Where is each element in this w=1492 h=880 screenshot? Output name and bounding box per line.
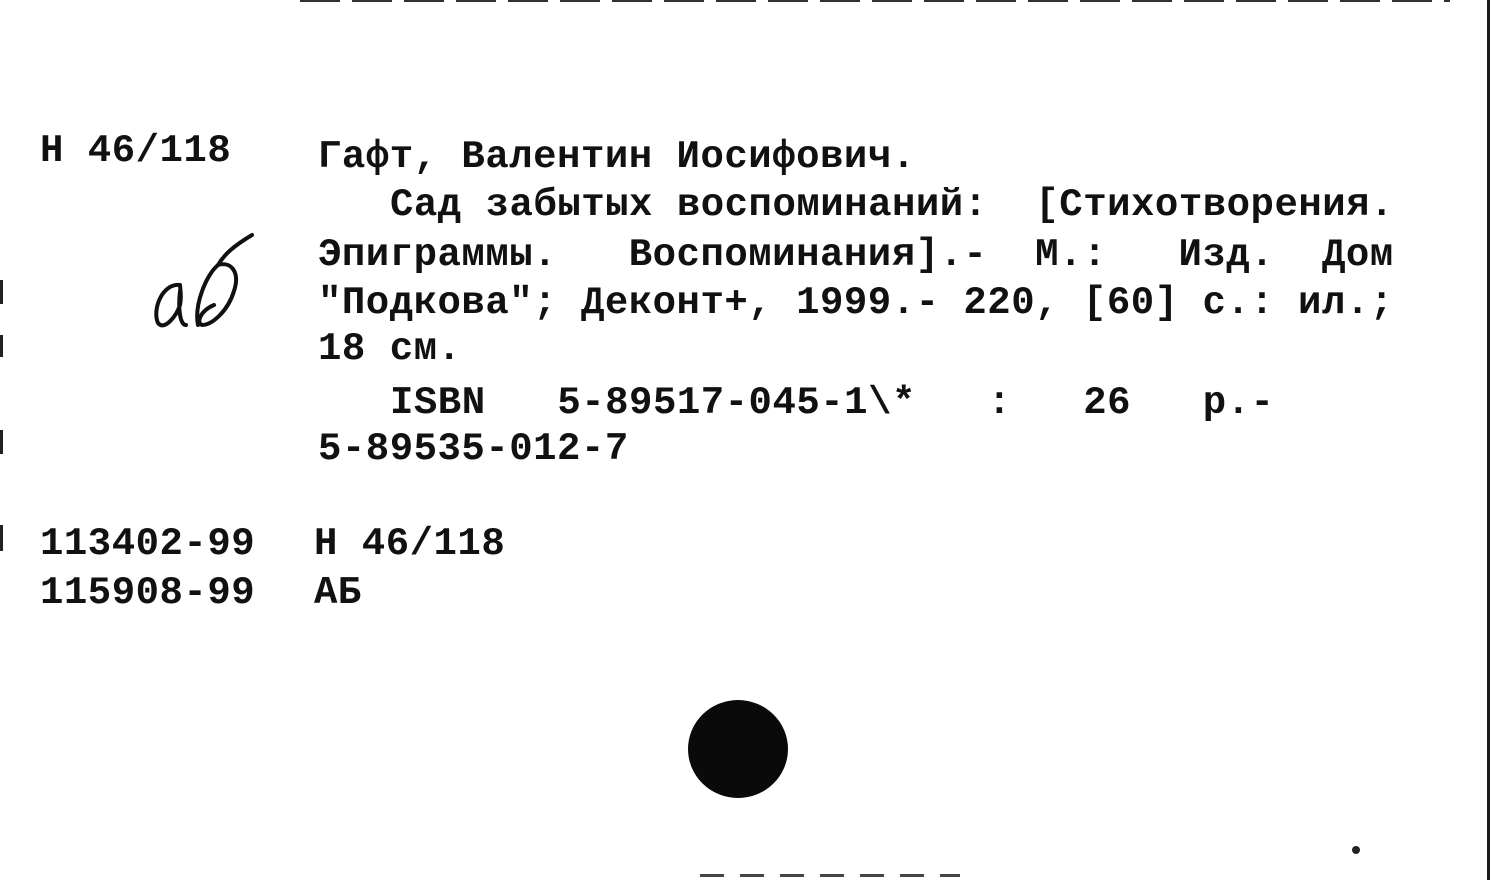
call-number: Н 46/118 [40,129,232,173]
card-bottom-edge [700,874,960,877]
description-line-2: "Подкова"; Деконт+, 1999.- 220, [60] с.: ил.; [318,281,1394,325]
punch-hole [688,700,788,798]
handwritten-mark [140,225,260,335]
description-line-1: Эпиграммы. Воспоминания].- М.: Изд. Дом [318,233,1394,277]
accession-location: АБ [314,571,362,615]
accession-number: 115908-99 [40,571,256,615]
ink-speck [1352,846,1360,854]
author-heading: Гафт, Валентин Иосифович. [318,135,916,179]
accession-location: Н 46/118 [314,522,506,566]
isbn-line-2: 5-89535-012-7 [318,427,629,471]
isbn-line: ISBN 5-89517-045-1\* : 26 р.- [390,381,1275,425]
accession-number: 113402-99 [40,522,256,566]
card-left-edge-mark [0,335,3,357]
card-left-edge-mark [0,280,3,304]
description-line-3: 18 см. [318,327,462,371]
card-top-edge [300,0,1450,2]
card-left-edge-mark [0,525,3,551]
title-line: Сад забытых воспоминаний: [Стихотворения. [390,183,1394,227]
card-right-edge [1487,0,1490,880]
card-left-edge-mark [0,430,3,454]
